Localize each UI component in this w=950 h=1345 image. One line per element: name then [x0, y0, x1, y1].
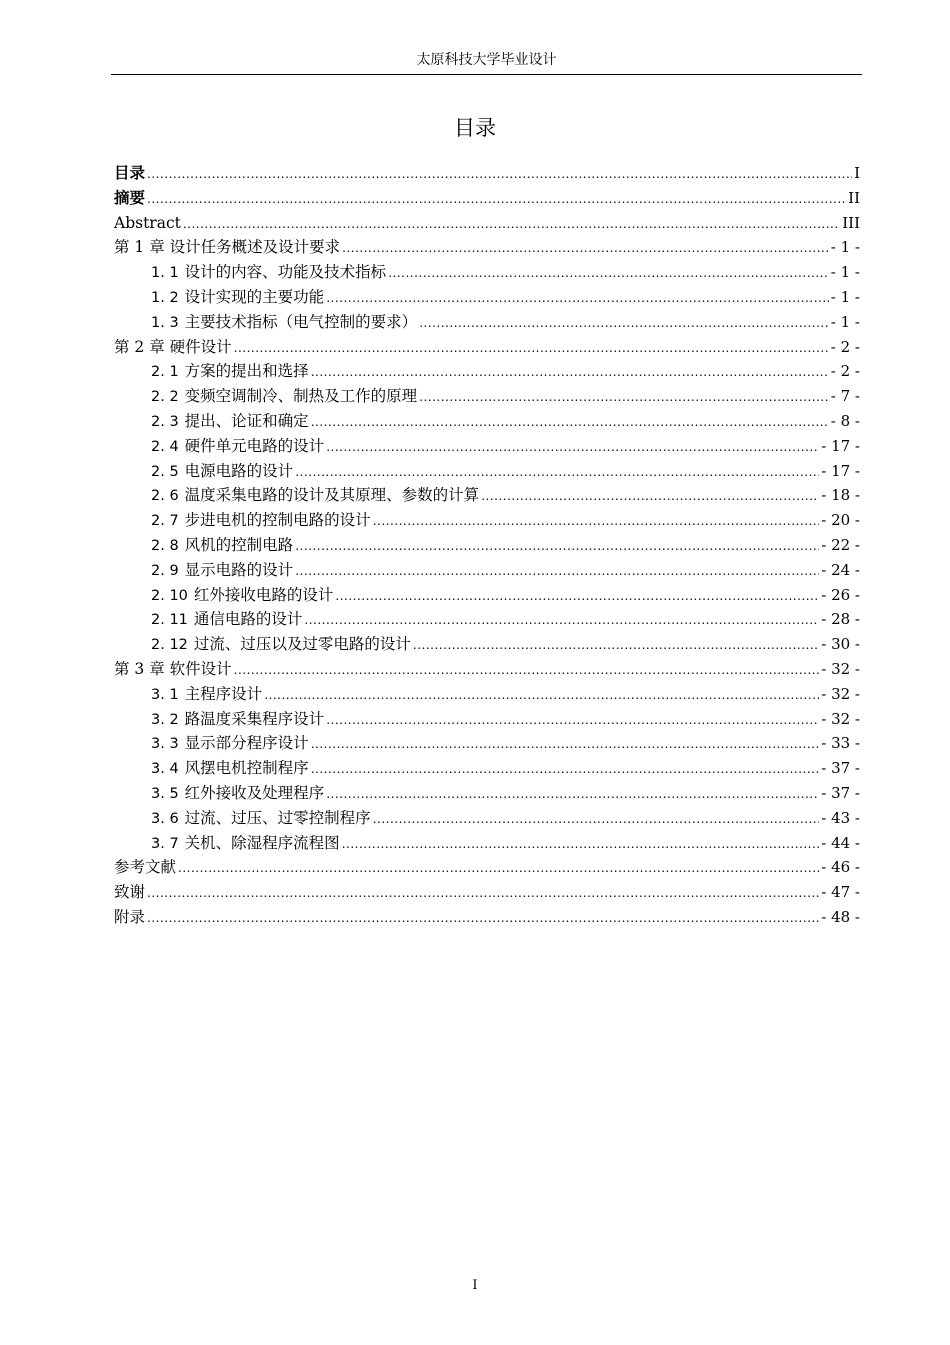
dot-leader	[295, 559, 819, 583]
dot-leader	[326, 782, 819, 806]
toc-section-number: 2. 11	[151, 612, 188, 629]
toc-entry-page: - 17 -	[821, 461, 860, 480]
dot-leader	[419, 385, 829, 409]
dot-leader	[234, 658, 820, 682]
toc-chapter-2[interactable]	[114, 335, 860, 360]
toc-entry-page: - 24 -	[821, 560, 860, 579]
dot-leader	[326, 708, 819, 732]
dot-leader	[311, 732, 820, 756]
toc-section-title: 过流、过压以及过零电路的设计	[193, 635, 411, 654]
toc-entry-page: - 28 -	[821, 610, 860, 629]
toc-entry-page: I	[854, 164, 860, 182]
toc-entry-label	[151, 756, 309, 781]
toc-section-number: 2. 3	[151, 413, 179, 430]
toc-section-number: 3. 5	[151, 785, 179, 802]
toc-section-1-2[interactable]	[114, 285, 860, 310]
toc-entry-label	[151, 533, 293, 558]
toc-section-2-4[interactable]	[114, 434, 860, 459]
dot-leader	[413, 633, 819, 657]
toc-section-number: 3. 4	[151, 761, 179, 778]
toc-section-title: 路温度采集程序设计	[184, 709, 325, 728]
toc-entry-page: - 1 -	[830, 263, 860, 282]
toc-section-title: 提出、论证和确定	[184, 411, 309, 430]
toc-section-number: 2. 8	[151, 537, 179, 554]
toc-section-number: 2. 12	[151, 637, 188, 654]
toc-entry-label	[151, 707, 324, 732]
dot-leader	[234, 336, 829, 360]
toc-entry-page: - 37 -	[821, 759, 860, 778]
toc-section-number: 1. 3	[151, 314, 179, 331]
toc-entry-label	[151, 781, 324, 806]
toc-entry-appendix[interactable]	[114, 905, 860, 930]
toc-entry-abstract-en[interactable]	[114, 211, 860, 236]
toc-section-title: 变频空调制冷、制热及工作的原理	[184, 387, 418, 406]
table-of-contents	[114, 161, 860, 930]
toc-section-title: 硬件单元电路的设计	[184, 436, 325, 455]
toc-entry-label	[151, 310, 417, 335]
toc-entry-page: - 33 -	[821, 734, 860, 753]
dot-leader	[335, 584, 819, 608]
toc-section-2-7[interactable]	[114, 508, 860, 533]
toc-section-title: 步进电机的控制电路的设计	[184, 511, 371, 530]
toc-entry-abstract-cn[interactable]	[114, 186, 860, 211]
toc-section-number: 3. 2	[151, 711, 179, 728]
toc-entry-page: - 2 -	[830, 362, 860, 381]
toc-entry-page: - 32 -	[821, 684, 860, 703]
toc-section-number: 2. 5	[151, 463, 179, 480]
dot-leader	[147, 881, 819, 905]
toc-section-number: 2. 6	[151, 488, 179, 505]
toc-entry-contents[interactable]	[114, 161, 860, 186]
toc-section-title: 风机的控制电路	[184, 535, 294, 554]
toc-entry-label: 目录	[114, 164, 146, 182]
toc-section-number: 2. 7	[151, 513, 179, 530]
dot-leader	[295, 534, 819, 558]
dot-leader	[147, 187, 846, 211]
toc-section-1-3[interactable]	[114, 310, 860, 335]
toc-entry-label: 参考文献	[114, 858, 177, 877]
toc-section-2-1[interactable]	[114, 359, 860, 384]
toc-entry-page: - 46 -	[821, 858, 860, 877]
toc-entry-page: - 17 -	[821, 436, 860, 455]
toc-entry-page: - 22 -	[821, 535, 860, 554]
toc-section-3-1[interactable]	[114, 682, 860, 707]
dot-leader	[326, 286, 829, 310]
dot-leader	[311, 360, 829, 384]
toc-section-3-2[interactable]	[114, 707, 860, 732]
toc-section-2-8[interactable]	[114, 533, 860, 558]
toc-entry-label	[151, 359, 309, 384]
toc-section-title: 关机、除湿程序流程图	[184, 833, 340, 852]
toc-section-title: 显示部分程序设计	[184, 734, 309, 753]
toc-section-2-11[interactable]	[114, 607, 860, 632]
toc-entry-page: - 47 -	[821, 883, 860, 902]
dot-leader	[373, 807, 820, 831]
toc-entry-label	[151, 409, 309, 434]
toc-entry-page: - 8 -	[830, 411, 860, 430]
toc-section-number: 3. 7	[151, 835, 179, 852]
toc-section-2-6[interactable]	[114, 483, 860, 508]
toc-entry-page: II	[848, 188, 860, 207]
dot-leader	[183, 212, 840, 236]
toc-section-3-4[interactable]	[114, 756, 860, 781]
toc-entry-page: - 1 -	[830, 238, 860, 257]
toc-entry-label: Abstract	[114, 213, 181, 232]
toc-entry-label: 第 2 章 硬件设计	[114, 337, 232, 356]
toc-section-title: 设计实现的主要功能	[184, 287, 325, 306]
toc-entry-label	[151, 434, 324, 459]
toc-section-number: 3. 3	[151, 736, 179, 753]
dot-leader	[147, 906, 819, 930]
toc-entry-page: - 20 -	[821, 511, 860, 530]
toc-entry-references[interactable]	[114, 855, 860, 880]
toc-entry-page: - 30 -	[821, 635, 860, 654]
toc-section-number: 1. 1	[151, 265, 179, 282]
toc-section-title: 主程序设计	[184, 684, 263, 703]
toc-chapter-1[interactable]	[114, 235, 860, 260]
toc-entry-acknowledgements[interactable]	[114, 880, 860, 905]
toc-entry-page: - 44 -	[821, 833, 860, 852]
dot-leader	[342, 832, 820, 856]
toc-entry-label	[151, 384, 417, 409]
toc-section-2-12[interactable]	[114, 632, 860, 657]
toc-section-number: 2. 1	[151, 364, 179, 381]
toc-section-number: 3. 6	[151, 810, 179, 827]
dot-leader	[388, 261, 829, 285]
toc-entry-label	[151, 731, 309, 756]
toc-entry-label	[151, 459, 293, 484]
toc-section-number: 1. 2	[151, 289, 179, 306]
dot-leader	[342, 236, 829, 260]
toc-entry-label	[151, 508, 371, 533]
toc-section-3-6[interactable]	[114, 806, 860, 831]
toc-section-title: 显示电路的设计	[184, 560, 294, 579]
toc-section-title: 主要技术指标（电气控制的要求）	[184, 312, 418, 331]
toc-entry-label	[151, 632, 411, 657]
toc-entry-label	[151, 607, 302, 632]
toc-entry-page: - 2 -	[830, 337, 860, 356]
toc-section-title: 温度采集电路的设计及其原理、参数的计算	[184, 486, 480, 505]
toc-entry-label	[151, 806, 371, 831]
toc-title: 目录	[454, 116, 496, 140]
toc-section-number: 2. 9	[151, 562, 179, 579]
toc-entry-label: 附录	[114, 907, 146, 926]
toc-entry-label	[151, 831, 340, 856]
toc-section-title: 通信电路的设计	[193, 610, 303, 629]
toc-section-title: 方案的提出和选择	[184, 362, 309, 381]
toc-entry-label	[151, 682, 262, 707]
toc-entry-page: - 26 -	[821, 585, 860, 604]
toc-entry-label: 第 3 章 软件设计	[114, 659, 232, 678]
toc-section-2-3[interactable]	[114, 409, 860, 434]
toc-entry-label	[151, 483, 479, 508]
toc-entry-page: - 18 -	[821, 486, 860, 505]
toc-chapter-3[interactable]	[114, 657, 860, 682]
page-header: 太原科技大学毕业设计	[111, 50, 862, 75]
toc-section-title: 风摆电机控制程序	[184, 759, 309, 778]
toc-entry-page: - 7 -	[830, 387, 860, 406]
toc-section-title: 设计的内容、功能及技术指标	[184, 263, 387, 282]
toc-section-2-2[interactable]	[114, 384, 860, 409]
toc-entry-label: 第 1 章 设计任务概述及设计要求	[114, 238, 341, 257]
toc-section-title: 红外接收电路的设计	[193, 585, 334, 604]
toc-section-number: 3. 1	[151, 686, 179, 703]
toc-section-2-5[interactable]	[114, 459, 860, 484]
toc-section-2-10[interactable]	[114, 583, 860, 608]
dot-leader	[419, 311, 829, 335]
toc-entry-page: - 32 -	[821, 709, 860, 728]
dot-leader	[178, 856, 819, 880]
page-number: I	[472, 1278, 478, 1293]
toc-section-title: 红外接收及处理程序	[184, 783, 325, 802]
toc-entry-label: 致谢	[114, 883, 146, 902]
toc-section-number: 2. 4	[151, 438, 179, 455]
dot-leader	[481, 484, 819, 508]
toc-section-title: 过流、过压、过零控制程序	[184, 808, 371, 827]
toc-entry-page: - 1 -	[830, 287, 860, 306]
toc-section-3-5[interactable]	[114, 781, 860, 806]
toc-section-2-9[interactable]	[114, 558, 860, 583]
toc-entry-page: - 1 -	[830, 312, 860, 331]
toc-section-number: 2. 10	[151, 587, 188, 604]
dot-leader	[326, 435, 819, 459]
dot-leader	[264, 683, 819, 707]
toc-section-1-1[interactable]	[114, 260, 860, 285]
toc-entry-page: - 43 -	[821, 808, 860, 827]
dot-leader	[304, 608, 819, 632]
toc-entry-label	[151, 583, 333, 608]
toc-section-title: 电源电路的设计	[184, 461, 294, 480]
dot-leader	[147, 162, 852, 186]
toc-entry-page: - 48 -	[821, 907, 860, 926]
dot-leader	[311, 410, 829, 434]
dot-leader	[295, 460, 819, 484]
toc-section-3-3[interactable]	[114, 731, 860, 756]
toc-entry-label: 摘要	[114, 188, 146, 207]
dot-leader	[311, 757, 820, 781]
toc-entry-label	[151, 260, 386, 285]
toc-entry-label	[151, 285, 324, 310]
dot-leader	[373, 509, 820, 533]
toc-section-number: 2. 2	[151, 389, 179, 406]
toc-entry-page: III	[842, 213, 860, 232]
toc-entry-label	[151, 558, 293, 583]
toc-entry-page: - 37 -	[821, 783, 860, 802]
toc-section-3-7[interactable]	[114, 831, 860, 856]
toc-entry-page: - 32 -	[821, 659, 860, 678]
